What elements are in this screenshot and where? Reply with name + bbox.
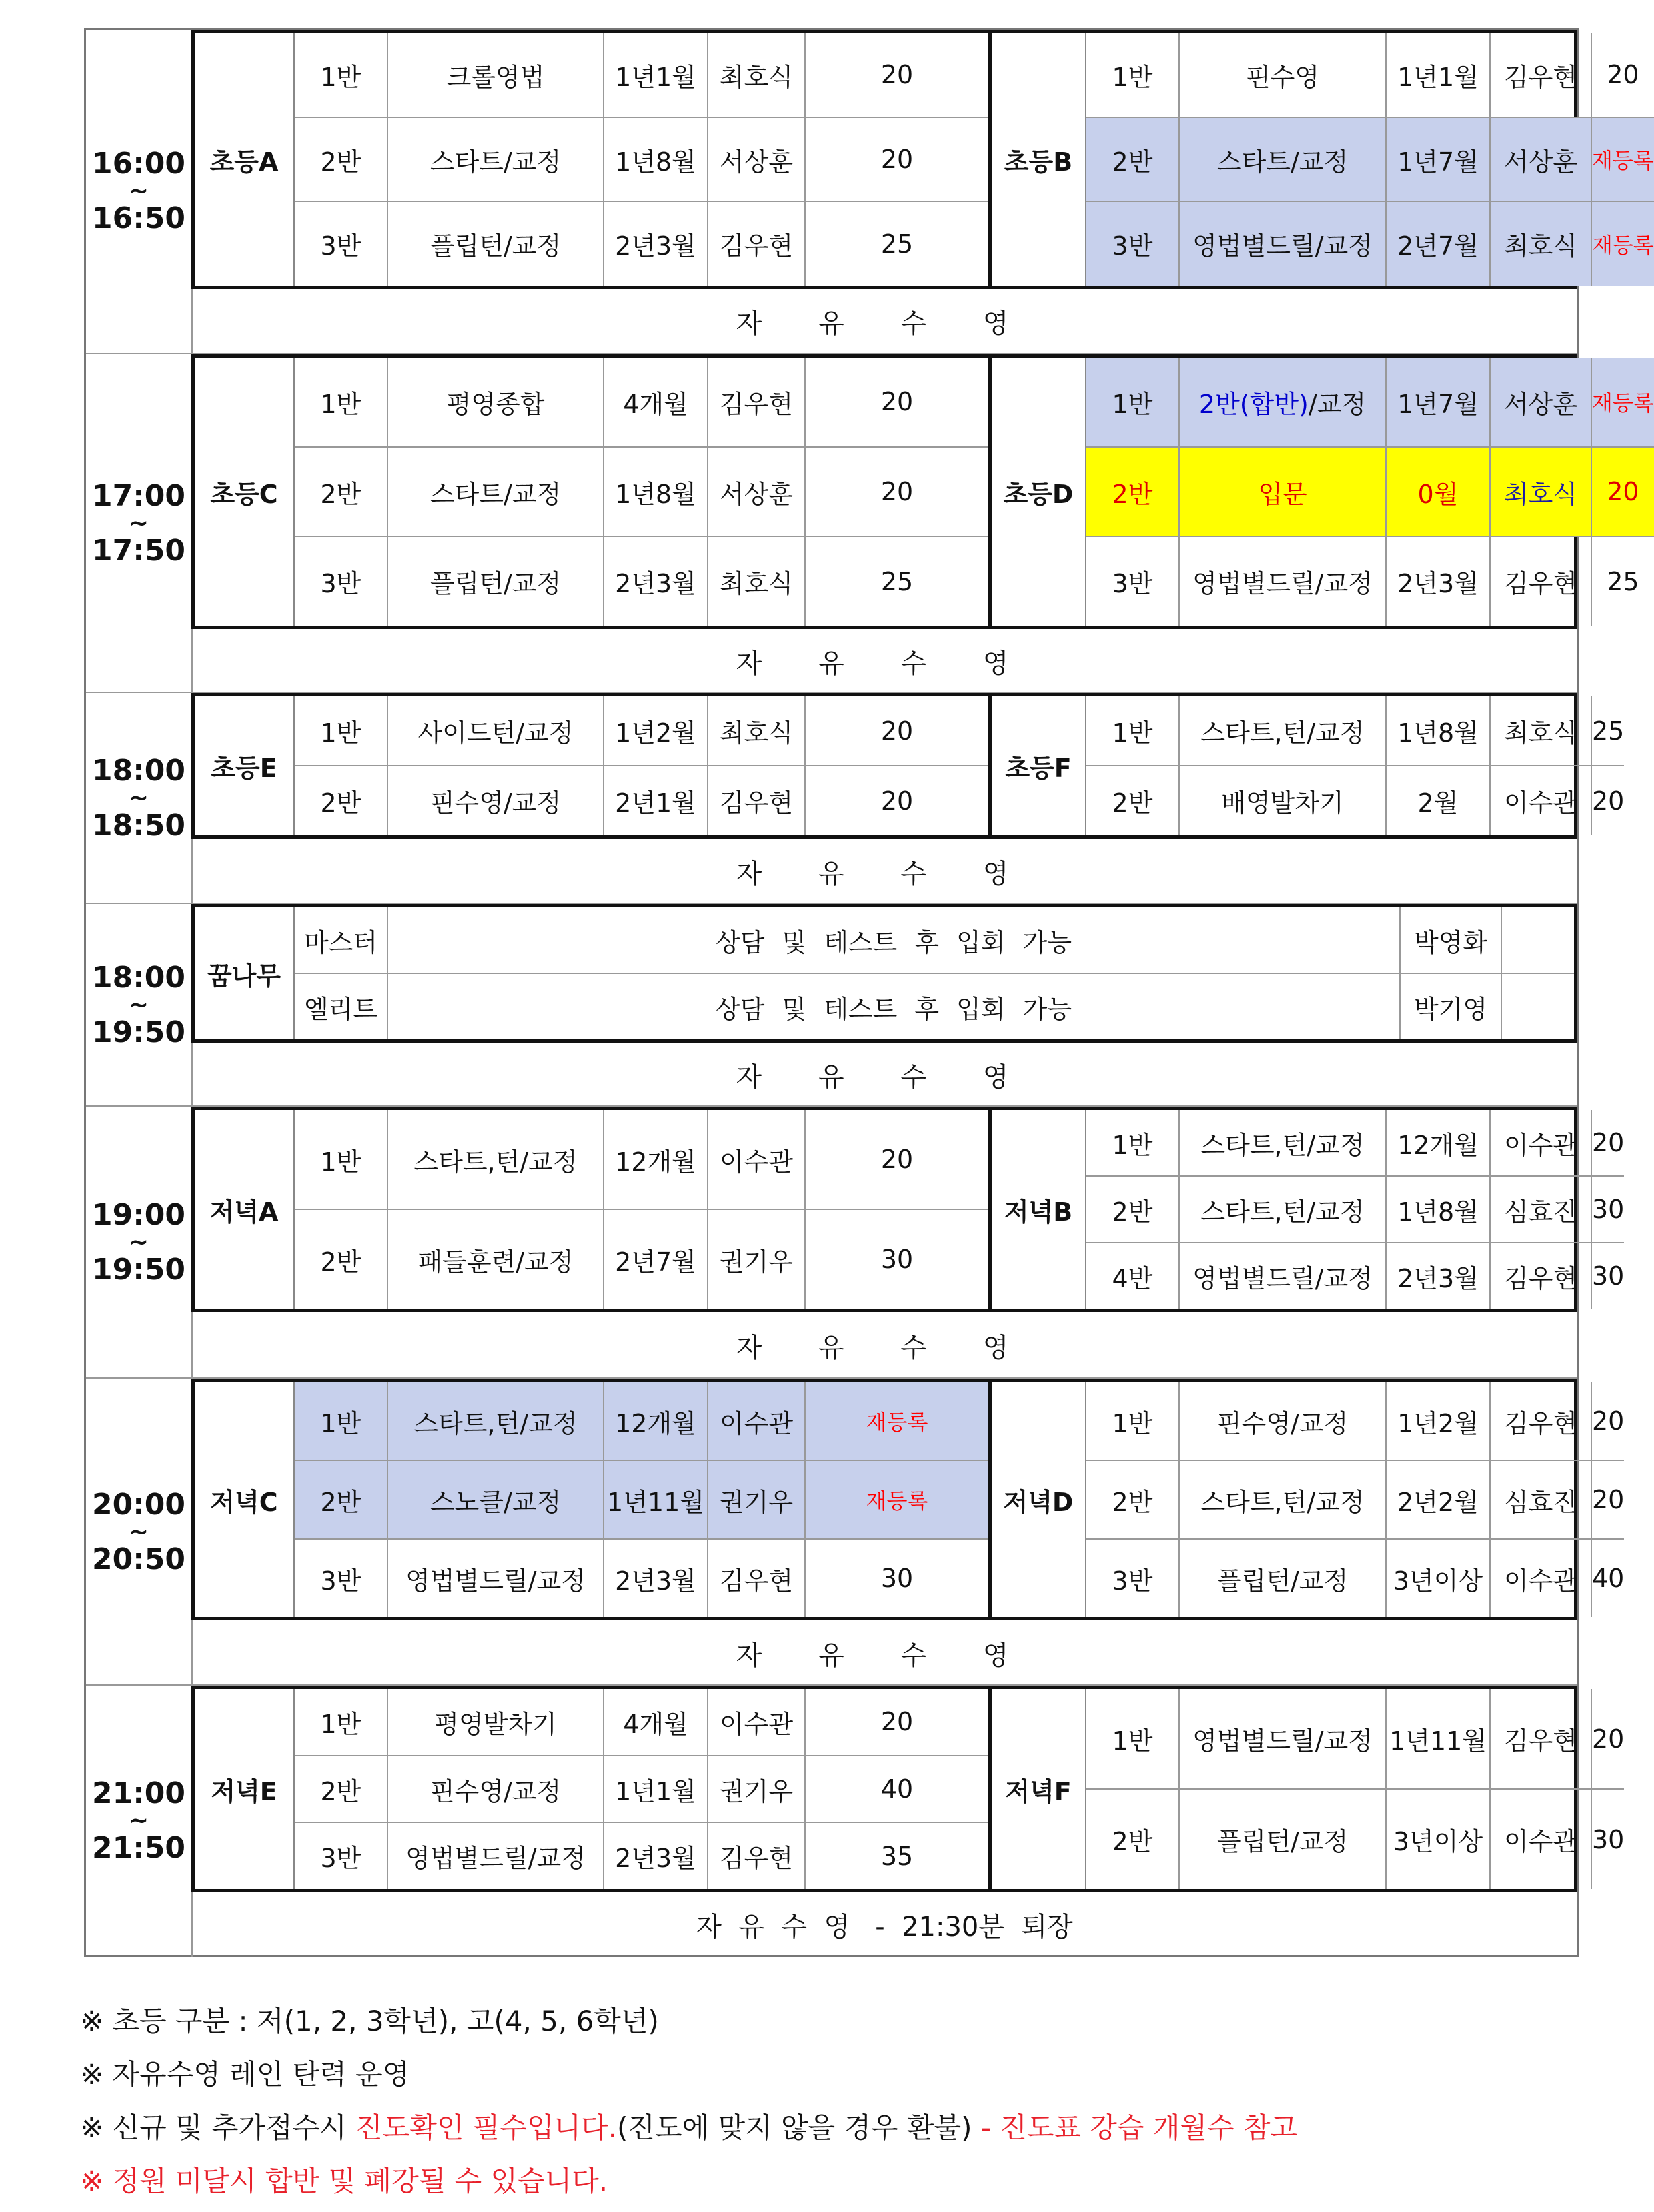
time-tilde: ~	[128, 991, 149, 1019]
instructor: 이수관	[707, 1110, 804, 1209]
time-label	[86, 1379, 193, 1686]
class-content: 핀수영/교정	[1178, 1382, 1385, 1460]
class-content: 영법별드릴/교정	[387, 1823, 603, 1889]
class-content: 스타트,턴/교정	[1178, 1461, 1385, 1538]
class-number: 1반	[320, 718, 361, 748]
time-start: 17:00	[91, 479, 186, 513]
class-row	[295, 1689, 988, 1755]
class-content: 플립턴/교정	[1178, 1790, 1385, 1889]
time-label	[86, 354, 193, 693]
time-slot-1600	[86, 30, 1654, 353]
group-chodeung-e	[195, 696, 992, 835]
instructor: 김우현	[1489, 33, 1591, 117]
class-row	[1086, 1175, 1624, 1242]
class-row	[295, 1460, 988, 1538]
group-chodeung-b	[992, 33, 1654, 286]
class-period: 1년8월	[603, 118, 707, 201]
class-content: 스타트/교정	[1178, 118, 1385, 201]
class-content: 사이드턴/교정	[387, 696, 603, 765]
instructor: 김우현	[1489, 537, 1591, 626]
class-number: 2반	[1112, 1827, 1153, 1856]
class-content: 스타트,턴/교정	[1178, 1177, 1385, 1242]
class-row	[1086, 1382, 1624, 1460]
group-name: 초등B	[992, 33, 1086, 286]
instructor: 이수관	[1489, 1110, 1591, 1175]
class-row	[295, 1110, 988, 1209]
time-slot-1800	[86, 692, 1625, 904]
class-content: 스노클/교정	[387, 1461, 603, 1538]
group-name: 초등A	[195, 33, 295, 286]
free-swim-label: 자 유 수 영	[736, 858, 1033, 889]
class-row	[1086, 1788, 1624, 1889]
instructor: 김우현	[1489, 1243, 1591, 1309]
class-number: 2반	[320, 1776, 361, 1806]
instructor: 김우현	[1489, 1689, 1591, 1788]
class-number: 3반	[1112, 1566, 1153, 1596]
note-level-check-required: 진도확인 필수입니다.	[355, 2111, 618, 2144]
class-number: 2반	[320, 479, 361, 509]
time-slot-1700	[86, 353, 1654, 693]
class-number: 3반	[320, 1566, 361, 1596]
time-start: 20:00	[91, 1488, 186, 1522]
instructor: 서상훈	[1489, 118, 1591, 201]
class-number: 2반	[1112, 147, 1153, 177]
class-row	[1086, 1460, 1624, 1538]
re-registration-badge: 재등록	[1591, 358, 1654, 446]
free-swim-label: 자 유 수 영	[736, 648, 1033, 679]
instructor: 서상훈	[707, 118, 804, 201]
class-content: 핀수영/교정	[387, 1756, 603, 1822]
consultation-note: 상담 및 테스트 후 입회 가능	[387, 907, 1399, 973]
class-block	[191, 1379, 1625, 1620]
time-start: 19:00	[91, 1198, 186, 1232]
group-dream-tree	[195, 907, 1574, 1039]
class-content: 플립턴/교정	[387, 537, 603, 626]
class-row	[295, 1209, 988, 1309]
capacity: 20	[804, 448, 988, 536]
class-number: 1반	[1112, 1726, 1153, 1756]
class-row	[295, 907, 1574, 973]
class-period: 2년3월	[1385, 1243, 1489, 1309]
class-content: 평영종합	[387, 358, 603, 446]
group-name: 저녁C	[195, 1382, 295, 1617]
capacity: 30	[1591, 1790, 1624, 1889]
class-number: 2반	[320, 788, 361, 818]
capacity: 20	[804, 1110, 988, 1209]
instructor: 이수관	[1489, 766, 1591, 835]
class-number: 2반	[1112, 1197, 1153, 1227]
class-row	[295, 973, 1574, 1039]
class-row	[1086, 33, 1654, 117]
class-row	[1086, 1689, 1624, 1788]
class-level: 마스터	[303, 927, 378, 957]
class-row	[1086, 1110, 1624, 1175]
capacity: 30	[1591, 1243, 1624, 1309]
instructor: 서상훈	[1489, 358, 1591, 446]
class-row	[295, 1822, 988, 1889]
re-registration-badge: 재등록	[1591, 202, 1654, 286]
capacity: 30	[804, 1210, 988, 1309]
class-row	[295, 696, 988, 765]
instructor: 최호식	[1489, 202, 1591, 286]
class-content: 배영발차기	[1178, 766, 1385, 835]
class-row	[295, 446, 988, 536]
class-number: 2반	[320, 1247, 361, 1277]
class-content: 영법별드릴/교정	[1178, 202, 1385, 286]
class-period: 1년11월	[1385, 1689, 1489, 1788]
capacity: 25	[804, 202, 988, 286]
class-number: 1반	[1112, 1408, 1153, 1438]
group-name: 저녁F	[992, 1689, 1086, 1889]
class-row	[1086, 1538, 1624, 1617]
time-tilde: ~	[128, 177, 149, 205]
instructor: 권기우	[707, 1210, 804, 1309]
capacity: 20	[1591, 1382, 1624, 1460]
class-number: 1반	[320, 62, 361, 92]
class-number: 1반	[320, 1709, 361, 1739]
time-label	[86, 693, 193, 904]
instructor: 권기우	[707, 1461, 804, 1538]
group-name: 저녁B	[992, 1110, 1086, 1309]
class-content: 플립턴/교정	[1178, 1540, 1385, 1617]
class-period: 12개월	[1385, 1110, 1489, 1175]
capacity: 35	[804, 1823, 988, 1889]
note-class-merge: ※ 정원 미달시 합반 및 폐강될 수 있습니다.	[80, 2165, 608, 2197]
capacity: 20	[1591, 1689, 1624, 1788]
class-block	[191, 904, 1577, 1043]
class-content: 스타트/교정	[387, 118, 603, 201]
class-row	[295, 1382, 988, 1460]
group-name: 초등D	[992, 358, 1086, 626]
instructor: 권기우	[707, 1756, 804, 1822]
group-evening-b	[992, 1110, 1625, 1309]
class-content: 스타트,턴/교정	[387, 1110, 603, 1209]
class-period: 3년이상	[1385, 1790, 1489, 1889]
instructor: 김우현	[707, 358, 804, 446]
class-period: 2년3월	[603, 537, 707, 626]
instructor: 최호식	[1489, 696, 1591, 765]
class-number: 2반	[1112, 788, 1153, 818]
time-slot-1900	[86, 1105, 1625, 1379]
class-period: 1년2월	[603, 696, 707, 765]
time-start: 18:00	[91, 961, 186, 995]
group-name: 초등E	[195, 696, 295, 835]
group-evening-d	[992, 1382, 1625, 1617]
time-tilde: ~	[128, 1518, 149, 1546]
class-number: 1반	[1112, 389, 1153, 419]
class-content: 영법별드릴/교정	[1178, 1243, 1385, 1309]
instructor: 최호식	[1489, 448, 1591, 536]
time-tilde: ~	[128, 1229, 149, 1256]
class-number: 3반	[1112, 231, 1153, 261]
free-swim-label: 자 유 수 영	[736, 1640, 1033, 1671]
class-row	[1086, 201, 1654, 286]
time-start: 18:00	[91, 754, 186, 788]
note-refund: (진도에 맞지 않을 경우 환불)	[617, 2111, 972, 2144]
class-content: 크롤영법	[387, 33, 603, 117]
class-period: 2년7월	[603, 1210, 707, 1309]
instructor: 이수관	[707, 1382, 804, 1460]
class-row	[1086, 696, 1624, 765]
class-row	[1086, 358, 1654, 446]
instructor: 김우현	[707, 1540, 804, 1617]
class-content	[1178, 358, 1385, 446]
time-label	[86, 1107, 193, 1379]
class-number: 3반	[320, 231, 361, 261]
group-evening-e	[195, 1689, 992, 1889]
capacity: 20	[804, 696, 988, 765]
re-registration-badge: 재등록	[1591, 118, 1654, 201]
class-row	[1086, 536, 1654, 626]
capacity: 20	[1591, 1461, 1624, 1538]
time-tilde: ~	[128, 510, 149, 537]
class-number: 1반	[320, 1408, 361, 1438]
class-content: 스타트,턴/교정	[1178, 696, 1385, 765]
class-period: 1년8월	[1385, 696, 1489, 765]
instructor: 최호식	[707, 696, 804, 765]
class-content: 영법별드릴/교정	[1178, 537, 1385, 626]
class-period: 1년7월	[1385, 358, 1489, 446]
class-content: 핀수영	[1178, 33, 1385, 117]
class-number: 3반	[1112, 569, 1153, 599]
instructor: 박영화	[1399, 907, 1501, 973]
capacity: 20	[804, 358, 988, 446]
instructor: 김우현	[707, 1823, 804, 1889]
time-label	[86, 904, 193, 1107]
time-end: 21:50	[91, 1831, 186, 1865]
time-start: 21:00	[91, 1776, 186, 1810]
class-content: 입문	[1178, 448, 1385, 536]
time-start: 16:00	[91, 147, 186, 181]
capacity: 30	[1591, 1177, 1624, 1242]
class-block	[191, 693, 1625, 839]
class-block	[191, 1686, 1625, 1892]
note-progress-chart: - 진도표 강습 개월수 참고	[972, 2111, 1298, 2144]
time-end: 18:50	[91, 808, 186, 843]
class-period: 2년3월	[1385, 537, 1489, 626]
class-content: 스타트,턴/교정	[387, 1382, 603, 1460]
class-row	[295, 1755, 988, 1822]
instructor: 심효진	[1489, 1461, 1591, 1538]
group-name: 꿈나무	[195, 907, 295, 1039]
group-name: 저녁D	[992, 1382, 1086, 1617]
class-content: 스타트/교정	[387, 448, 603, 536]
class-period: 0월	[1385, 448, 1489, 536]
class-period: 2년7월	[1385, 202, 1489, 286]
capacity: 20	[1591, 448, 1654, 536]
class-number: 1반	[1112, 1130, 1153, 1160]
capacity: 20	[1591, 33, 1654, 117]
class-period: 3년이상	[1385, 1540, 1489, 1617]
class-level: 엘리트	[303, 994, 378, 1024]
class-number: 1반	[1112, 62, 1153, 92]
class-period: 1년7월	[1385, 118, 1489, 201]
class-period: 12개월	[603, 1110, 707, 1209]
class-content: 스타트,턴/교정	[1178, 1110, 1385, 1175]
capacity	[1501, 974, 1574, 1039]
class-content: 영법별드릴/교정	[387, 1540, 603, 1617]
timetable	[84, 28, 1654, 1957]
merged-class-label: 2반(합반)	[1198, 389, 1309, 419]
free-swim-label: 자 유 수 영	[736, 1061, 1033, 1093]
capacity: 20	[804, 33, 988, 117]
instructor: 김우현	[707, 202, 804, 286]
class-period: 1년1월	[1385, 33, 1489, 117]
class-period: 2년2월	[1385, 1461, 1489, 1538]
group-name: 초등C	[195, 358, 295, 626]
time-end: 19:50	[91, 1253, 186, 1287]
class-period: 4개월	[603, 1689, 707, 1755]
group-chodeung-a	[195, 33, 992, 286]
class-block	[191, 354, 1654, 629]
notes	[80, 1995, 1297, 2208]
re-registration-badge: 재등록	[804, 1382, 988, 1460]
class-period: 1년1월	[603, 1756, 707, 1822]
class-row	[1086, 765, 1624, 835]
class-period: 1년8월	[1385, 1177, 1489, 1242]
group-name: 저녁E	[195, 1689, 295, 1889]
class-number: 4반	[1112, 1263, 1153, 1293]
class-row	[1086, 446, 1654, 536]
instructor: 심효진	[1489, 1177, 1591, 1242]
time-end: 19:50	[91, 1015, 186, 1049]
instructor: 최호식	[707, 33, 804, 117]
class-content: 패들훈련/교정	[387, 1210, 603, 1309]
free-swim-closing-label: 자 유 수 영 - 21:30분 퇴장	[696, 1911, 1073, 1943]
instructor: 이수관	[707, 1689, 804, 1755]
class-period: 1년2월	[1385, 1382, 1489, 1460]
class-period: 2월	[1385, 766, 1489, 835]
instructor: 김우현	[1489, 1382, 1591, 1460]
instructor: 최호식	[707, 537, 804, 626]
free-swim-label: 자 유 수 영	[736, 1332, 1033, 1363]
class-content: 평영발차기	[387, 1689, 603, 1755]
merged-class-suffix: /교정	[1308, 389, 1367, 419]
instructor: 이수관	[1489, 1540, 1591, 1617]
class-row	[1086, 117, 1654, 201]
capacity: 25	[1591, 537, 1654, 626]
time-slot-2100	[86, 1684, 1625, 1957]
capacity: 25	[1591, 696, 1624, 765]
capacity: 40	[1591, 1540, 1624, 1617]
group-name: 초등F	[992, 696, 1086, 835]
group-evening-c	[195, 1382, 992, 1617]
time-slot-2000	[86, 1377, 1625, 1686]
class-block	[191, 1107, 1625, 1312]
group-name: 저녁A	[195, 1110, 295, 1309]
class-period: 2년3월	[603, 1823, 707, 1889]
class-period: 2년3월	[603, 202, 707, 286]
capacity: 20	[804, 1689, 988, 1755]
time-end: 20:50	[91, 1542, 186, 1576]
class-number: 2반	[1112, 479, 1153, 509]
capacity: 20	[1591, 1110, 1624, 1175]
class-row	[295, 358, 988, 446]
capacity: 20	[804, 118, 988, 201]
group-chodeung-c	[195, 358, 992, 626]
class-row	[295, 117, 988, 201]
class-row	[295, 33, 988, 117]
class-number: 1반	[320, 1147, 361, 1177]
class-number: 1반	[1112, 718, 1153, 748]
group-chodeung-d	[992, 358, 1654, 626]
group-chodeung-f	[992, 696, 1625, 835]
class-number: 2반	[320, 1487, 361, 1517]
class-period: 2년1월	[603, 766, 707, 835]
note-grade-division: ※ 초등 구분 : 저(1, 2, 3학년), 고(4, 5, 6학년)	[80, 2005, 659, 2037]
time-tilde: ~	[128, 1807, 149, 1834]
class-content: 플립턴/교정	[387, 202, 603, 286]
class-number: 3반	[320, 569, 361, 599]
re-registration-badge: 재등록	[804, 1461, 988, 1538]
time-label	[86, 30, 193, 353]
capacity: 30	[804, 1540, 988, 1617]
instructor: 김우현	[707, 766, 804, 835]
time-slot-dream-tree	[86, 903, 1577, 1107]
capacity	[1501, 907, 1574, 973]
time-end: 17:50	[91, 534, 186, 568]
instructor: 서상훈	[707, 448, 804, 536]
note-free-swim-lane: ※ 자유수영 레인 탄력 운영	[80, 2058, 410, 2091]
class-number: 2반	[1112, 1487, 1153, 1517]
note-level-check	[80, 2101, 1297, 2155]
class-row	[295, 536, 988, 626]
instructor: 이수관	[1489, 1790, 1591, 1889]
class-period: 1년8월	[603, 448, 707, 536]
free-swim-label: 자 유 수 영	[736, 308, 1033, 339]
class-row	[295, 765, 988, 835]
consultation-note: 상담 및 테스트 후 입회 가능	[387, 974, 1399, 1039]
class-period: 1년1월	[603, 33, 707, 117]
note-level-check-prefix: ※ 신규 및 추가접수시	[80, 2111, 356, 2144]
instructor: 박기영	[1399, 974, 1501, 1039]
class-content: 핀수영/교정	[387, 766, 603, 835]
class-period: 2년3월	[603, 1540, 707, 1617]
class-number: 2반	[320, 147, 361, 177]
class-number: 1반	[320, 389, 361, 419]
capacity: 20	[1591, 766, 1624, 835]
class-period: 1년11월	[603, 1461, 707, 1538]
class-content: 영법별드릴/교정	[1178, 1689, 1385, 1788]
group-evening-f	[992, 1689, 1625, 1889]
class-row	[295, 1538, 988, 1617]
class-period: 12개월	[603, 1382, 707, 1460]
class-row	[295, 201, 988, 286]
group-evening-a	[195, 1110, 992, 1309]
class-number: 3반	[320, 1844, 361, 1874]
time-end: 16:50	[91, 201, 186, 235]
capacity: 25	[804, 537, 988, 626]
time-tilde: ~	[128, 784, 149, 812]
class-row	[1086, 1242, 1624, 1309]
capacity: 40	[804, 1756, 988, 1822]
time-label	[86, 1686, 193, 1957]
capacity: 20	[804, 766, 988, 835]
class-block	[191, 30, 1654, 289]
class-period: 4개월	[603, 358, 707, 446]
